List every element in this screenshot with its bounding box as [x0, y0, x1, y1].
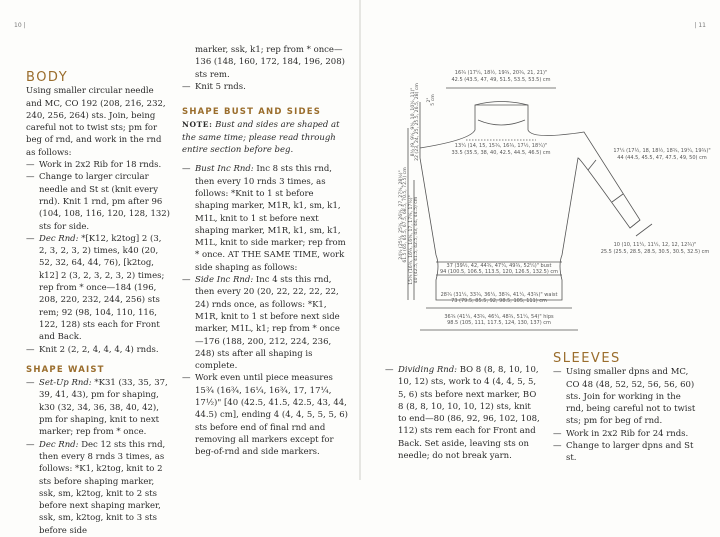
item-text: Dec 12 sts this rnd, then every 8 rnds 3 times, as follows: *K1, k2tog, knit to 2 sts before shaping marker, ssk, sm, k2tog, knit to 2 sts before next shaping marker, ssk, sm, k2tog, knit to 3 sts before side — [39, 439, 166, 536]
item-text: *[K12, k2tog] 2 (3, 2, 3, 2, 3, 2) times, k40 (20, 52, 32, 64, 44, 76), [k2tog, k12] 2 (3, 2, 3, 2, 3, 2) times; rep from * once—184 (196, 208, 220, 232, 244, 256) sts rem; 92 (98, 104, 110, 116, 122, 128) sts each for Front and Back. — [39, 233, 165, 343]
bust-label-2: 94 (100.5, 106.5, 113.5, 120, 126.5, 132.5) cm — [439, 269, 559, 275]
neck-top-label-2: 42.5 (43.5, 47, 49, 51.5, 53.5, 53.5) cm — [451, 77, 551, 83]
hips-label-1: 36¾ (41¼, 43¾, 46¼, 48¾, 51¼, 54)" hips — [444, 314, 554, 320]
dividing-list — [385, 364, 540, 462]
list-item — [385, 364, 540, 462]
column-2 — [182, 44, 348, 459]
item-text: Knit 2 (2, 2, 4, 4, 4, 4) rnds. — [39, 344, 159, 355]
item-text: Work even until piece measures 15¾ (16¾, 16¼, 16¾, 17, 17¼, 17½)" [40 (42.5, 41.5, 42.5, 43, 44, 44.5) cm], ending 4 (4, 4, 5, 5, 5, 6) sts before end of final rnd and removing all markers except for beg-of-rnd and side markers. — [195, 373, 348, 458]
item-text: *K31 (33, 35, 37, 39, 41, 43), pm for shaping, k30 (32, 34, 36, 38, 40, 42), pm for shaping, knit to next marker; rep from * once. — [39, 378, 168, 438]
list-item — [26, 344, 172, 356]
item-text: Work in 2x2 Rib for 18 rnds. — [39, 160, 162, 171]
neck-top-label-1: 16¾ (17¼, 18½, 19¾, 20¾, 21, 21)" — [454, 70, 548, 76]
neck-side-label-2: 33.5 (35.5, 38, 40, 42.5, 44.5, 46.5) cm — [451, 150, 551, 156]
item-text: Change to larger dpns and St st. — [566, 441, 694, 464]
heading-shape-waist: SHAPE WAIST — [26, 364, 105, 375]
hips-label-2: 98.5 (105, 111, 117.5, 124, 130, 137) cm — [447, 320, 551, 326]
dec-rnd-continuation: marker, ssk, k1; rep from * once—136 (148, 160, 172, 184, 196, 208) sts rem. — [195, 45, 345, 80]
shape-waist-list — [26, 377, 172, 537]
column-3 — [385, 364, 540, 462]
item-text: BO 8 (8, 8, 10, 10, 10, 12) sts, work to 4 (4, 4, 5, 5, 5, 6) sts before next marker, BO 8 (8, 8, 10, 10, 10, 12) sts, knit to end—80 (86, 92, 96, 102, 108, 112) sts rem each for Front and Back. Set aside, leaving sts on needle; do not break yarn. — [398, 365, 540, 462]
neck-curve — [478, 120, 525, 125]
collar-label-2: 5 cm — [431, 94, 436, 106]
waist-label-2: 73 (79.5, 85.5, 92, 98.5, 105, 111) cm — [451, 298, 547, 304]
neck-side-label-1: 13¼ (14, 15, 15¾, 16¾, 17½, 18¼)" — [454, 143, 548, 149]
item-lead: Side Inc Rnd: — [195, 275, 254, 286]
item-lead: Dividing Rnd: — [398, 365, 458, 375]
heading-shape-bust-sides: SHAPE BUST AND SIDES — [182, 107, 322, 118]
list-item — [182, 274, 348, 372]
length-label-1: 24½ (25½, 25¾, 26½, 27, 27¾, 28½)" — [399, 170, 404, 260]
sleeve-label-2: 44 (44.5, 45.5, 47, 47.5, 49, 50) cm — [617, 155, 707, 161]
collar-label-1: 2" — [427, 97, 432, 103]
item-lead: Dec Rnd: — [39, 233, 79, 244]
page-number-left: 10 | — [14, 22, 26, 29]
page-gutter — [359, 0, 361, 480]
list-item — [26, 233, 172, 344]
item-text: Change to larger circular needle and St st (knit every rnd). Knit 1 rnd, pm after 96 (104, 108, 116, 120, 128, 132) sts for side. — [39, 172, 170, 232]
lower-length-label-1: 15¾ (16¾, 16¼, 16¾, 17, 17¼, 17½)" — [409, 195, 414, 285]
heading-sleeves: SLEEVES — [553, 351, 621, 366]
item-text: Using smaller dpns and MC, CO 48 (48, 52, 52, 56, 56, 60) sts. Join for working in the rnd, being careful not to twist sts; pm for beg of rnd. — [566, 367, 696, 427]
bust-label-1: 37 (39½, 42, 44¾, 47¼, 49¾, 52¼)" bust — [446, 263, 552, 269]
lower-length-label-2: 40 (42.5, 41.5, 42.5, 43, 44, 44.5) cm — [414, 196, 419, 284]
cuff-label-1: 10 (10, 11¼, 11¼, 12, 12, 12¾)" — [613, 242, 697, 248]
sleeves-list — [553, 366, 701, 464]
collar-top — [475, 102, 528, 106]
item-text: Inc 8 sts this rnd, then every 10 rnds 3 times, as follows: *Knit to 1 st before shaping marker, M1R, k1, sm, k1, M1L, knit to 1 st before next shaping marker, M1R, k1, sm, k1, M1L, knit to side marker; rep from * once. AT THE SAME TIME, work side shaping as follows: — [195, 164, 346, 273]
note-label: NOTE: — [182, 120, 213, 130]
list-item — [553, 428, 701, 440]
item-lead: Bust Inc Rnd: — [195, 164, 254, 175]
item-lead: Dec Rnd: — [39, 439, 79, 450]
sleeve-edge — [612, 194, 623, 202]
list-item — [182, 372, 348, 458]
page-number-right: | 11 — [694, 22, 706, 29]
list-item — [26, 171, 172, 232]
body-list — [26, 159, 172, 356]
yoke-label-2: 22 (23, 24, 25, 25.5, 26.5, 28) cm — [415, 83, 420, 161]
list-item — [26, 377, 172, 438]
list-item — [553, 440, 701, 465]
body-intro: Using smaller circular needle and MC, CO 192 (208, 216, 232, 240, 256, 264) sts. Join, being careful not to twist sts; pm for beg of rnd, and work in the rnd as follows: — [26, 86, 166, 158]
column-4 — [553, 353, 701, 465]
bust-note — [182, 119, 348, 156]
list-item — [182, 163, 348, 274]
cuff-label-2: 25.5 (25.5, 28.5, 28.5, 30.5, 30.5, 32.5) cm — [600, 249, 710, 255]
heading-body: BODY — [26, 70, 69, 85]
shape-bust-list — [182, 163, 348, 458]
item-text: Inc 4 sts this rnd, then every 20 (20, 22, 22, 22, 22, 24) rnds once, as follows: *K1, M1R, knit to 1 st before next side marker, M1L, k1; rep from * once—176 (188, 200, 212, 224, 236, 248) sts after all shaping is complete. — [195, 275, 340, 372]
list-item — [26, 439, 172, 537]
length-label-2: 61.5 (65, 65.5, 67.5, 68.5, 70.5, 72.5) cm — [403, 167, 408, 263]
item-text: Work in 2x2 Rib for 24 rnds. — [566, 428, 689, 439]
yoke-label-1: 8¾ (9, 9½, 9¾, 10, 10½, 11)" — [411, 87, 416, 157]
item-lead: Set-Up Rnd: — [39, 378, 92, 389]
note-text: Bust and sides are shaped at the same time; please read through entire section before beg. — [182, 120, 340, 156]
list-item — [26, 159, 172, 171]
sleeve-label-1: 17¼ (17½, 18, 18½, 18¾, 19¼, 19¾)" — [613, 148, 711, 154]
waist-label-1: 28¾ (31¼, 33¾, 36¼, 38¾, 41¼, 43¾)" waist — [440, 292, 558, 298]
list-item — [553, 366, 701, 427]
column-1 — [26, 72, 172, 537]
sweater-schematic — [400, 40, 710, 355]
list-item: — Knit 5 rnds. — [182, 81, 348, 93]
